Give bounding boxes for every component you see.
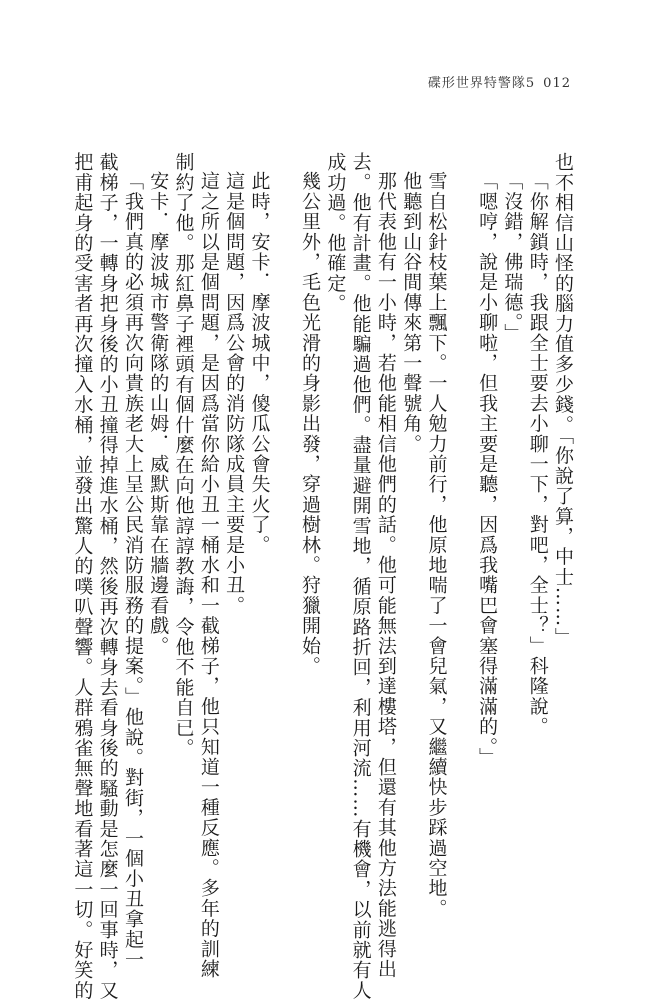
text-line: 「你解鎖時，我跟全士要去小聊一下，對吧，全士？」科隆說。 [526,171,549,737]
running-header [428,72,571,91]
text-line: 截梯子，一轉身把身後的小丑撞得掉進水桶，然後再次轉身去看身後的騷動是怎麼一回事時，又 [96,152,119,1000]
text-line: 把甫起身的受害者再次撞入水桶，並發出驚人的噗叭聲響。人群鴉雀無聲地看著這一切。好笑的 [71,152,94,1000]
text-line: 制約了他。那紅鼻子裡頭有個什麼在向他諄諄教誨，令他不能自已。 [172,152,195,758]
text-line: 「我們真的必須再次向貴族老大上呈公民消防服務的提案。」他說。對街，一個小丑拿起一 [121,171,144,970]
book-title: 碟形世界特警隊5 [427,76,536,91]
text-line: 他聽到山谷間傳來第一聲號角。 [400,171,423,454]
text-line: 這是個問題，因爲公會的消防隊成員主要是小丑。 [223,171,246,616]
text-line: 「嗯哼，說是小聊啦，但我主要是聽，因爲我嘴巴會塞得滿滿的。」 [476,171,499,768]
text-line: 那代表他有一小時，若他能相信他們的話。他可能無法到達樓塔，但還有其他方法能逃得出 [374,171,397,979]
blank-line [449,152,474,852]
text-line: 成功過。他確定。 [324,152,347,314]
text-line: 幾公里外，毛色光滑的身影出發，穿過樹林。狩獵開始。 [299,171,322,676]
text-line: 也不相信山怪的腦力值多少錢。「你說了算，中士……」 [552,152,574,648]
text-line: 「沒錯，佛瑞德。」 [501,171,524,344]
text-line: 去。他有計畫。他能騙過他們。盡量避開雪地，循原路折回，利用河流……有機會，以前就有人 [349,152,372,1000]
body-text [69,152,575,1000]
text-line: 此時，安卡．摩波城中，傻瓜公會失火了。 [248,171,271,555]
text-line: 雪自松針枝葉上飄下。一人勉力前行，他原地喘了一會兒氣，又繼續快步踩過空地。 [425,171,448,919]
blank-line [271,152,296,852]
text-line: 這之所以是個問題，是因爲當你給小丑一桶水和一截梯子，他只知道一種反應。多年的訓練 [197,171,220,979]
page-number: 012 [543,76,571,91]
text-line: 安卡．摩波城市警衛隊的山姆．威默斯靠在牆邊看戲。 [147,171,170,656]
